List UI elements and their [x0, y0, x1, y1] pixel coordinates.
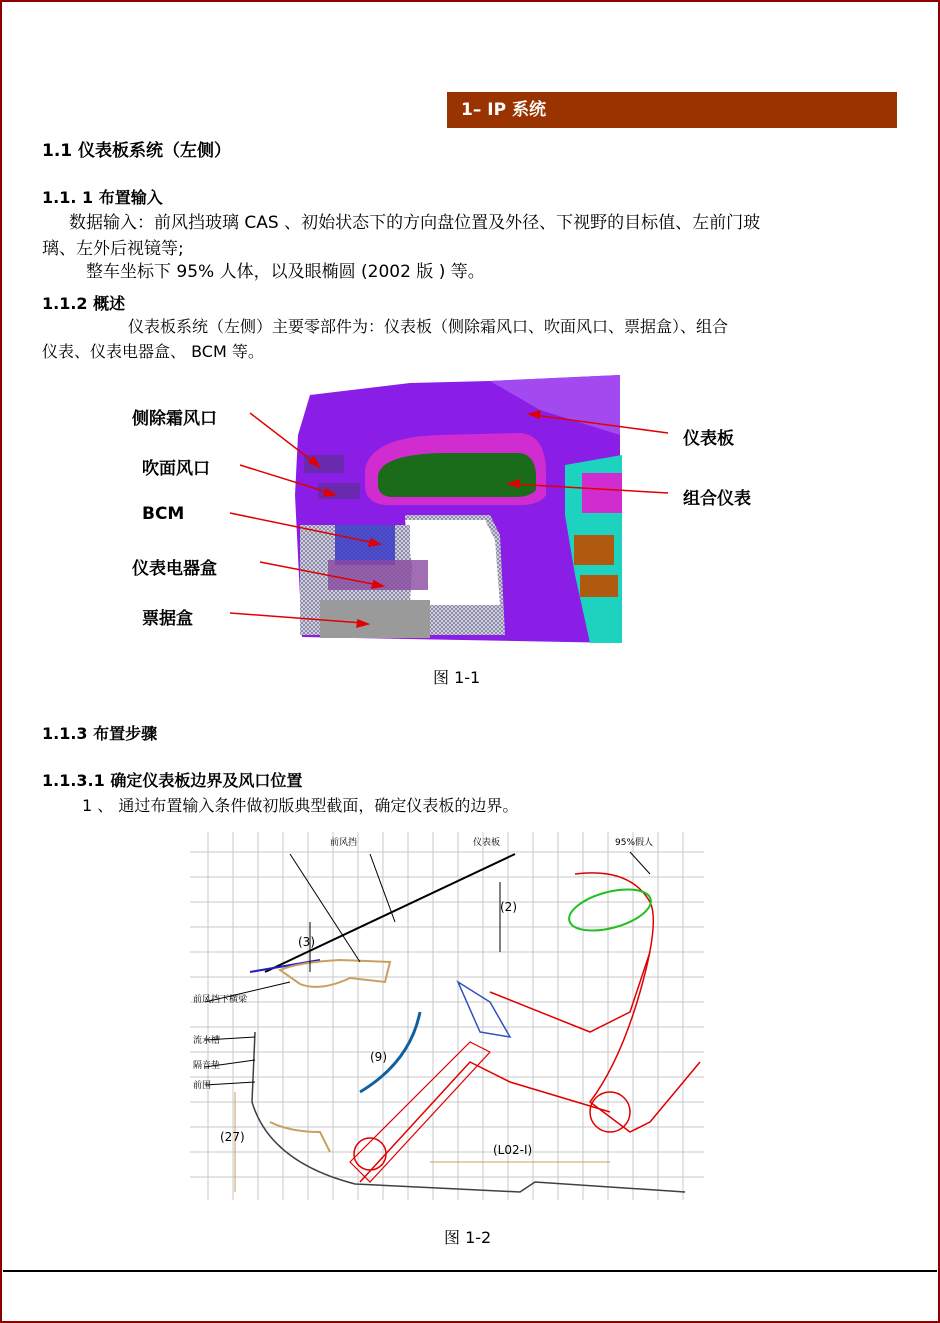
label-instrument-cluster: 组合仪表 — [683, 489, 751, 509]
fig2-label-dummy: 95%假人 — [615, 838, 654, 848]
fig2-label-cowl: 前风挡下横梁 — [193, 995, 248, 1005]
fig2-dim-2: (2) — [500, 900, 517, 914]
input-text-line-1: 数据输入：前风挡玻璃 CAS 、初始状态下的方向盘位置及外径、下视野的目标值、左前门玻 — [69, 213, 761, 233]
label-instrument-panel: 仪表板 — [683, 429, 734, 449]
figure-1-2-image — [190, 832, 704, 1200]
section-banner: 1– IP 系统 — [447, 92, 897, 128]
fig2-label-gutter: 流水槽 — [193, 1036, 221, 1046]
input-text-line-3: 整车坐标下 95% 人体，以及眼椭圆 (2002 版 ) 等。 — [86, 262, 485, 282]
heading-1-1-3: 1.1.3 布置步骤 — [42, 724, 158, 743]
heading-1-1-2: 1.1.2 概述 — [42, 294, 126, 313]
overview-line-2: 仪表、仪表电器盒、 BCM 等。 — [42, 342, 264, 361]
figure-1-2-caption: 图 1-2 — [444, 1228, 492, 1247]
heading-1-1-3-1: 1.1.3.1 确定仪表板边界及风口位置 — [42, 771, 303, 790]
fig2-label-windshield: 前风挡 — [330, 838, 358, 848]
fig2-dim-3: (3) — [298, 935, 315, 949]
label-ticket-box: 票据盒 — [142, 609, 193, 629]
heading-1-1: 1.1 仪表板系统（左侧） — [42, 141, 232, 161]
overview-line-1: 仪表板系统（左侧）主要零部件为：仪表板（侧除霜风口、吹面风口、票据盒）、组合 — [128, 317, 729, 336]
figure-1-1-caption: 图 1-1 — [433, 668, 481, 687]
label-face-vent: 吹面风口 — [142, 459, 210, 479]
step-1-text: 1 、 通过布置输入条件做初版典型截面，确定仪表板的边界。 — [82, 796, 519, 815]
fig2-label-instrument-panel: 仪表板 — [473, 838, 501, 848]
label-bcm: BCM — [142, 504, 185, 524]
fig2-label-front-wall: 前围 — [193, 1081, 212, 1091]
heading-1-1-1: 1.1. 1 布置输入 — [42, 188, 163, 207]
footer-rule — [3, 1270, 937, 1272]
fig2-label-dash-insulator: 隔音垫 — [193, 1061, 221, 1071]
input-text-line-2: 璃、左外后视镜等; — [42, 239, 184, 259]
fig2-dim-9: (9) — [370, 1050, 387, 1064]
label-electrical-box: 仪表电器盒 — [132, 559, 217, 579]
label-side-defrost-vent: 侧除霜风口 — [132, 409, 217, 429]
fig2-dim-l02: (L02-I) — [493, 1143, 533, 1157]
fig2-dim-27: (27) — [220, 1130, 245, 1144]
